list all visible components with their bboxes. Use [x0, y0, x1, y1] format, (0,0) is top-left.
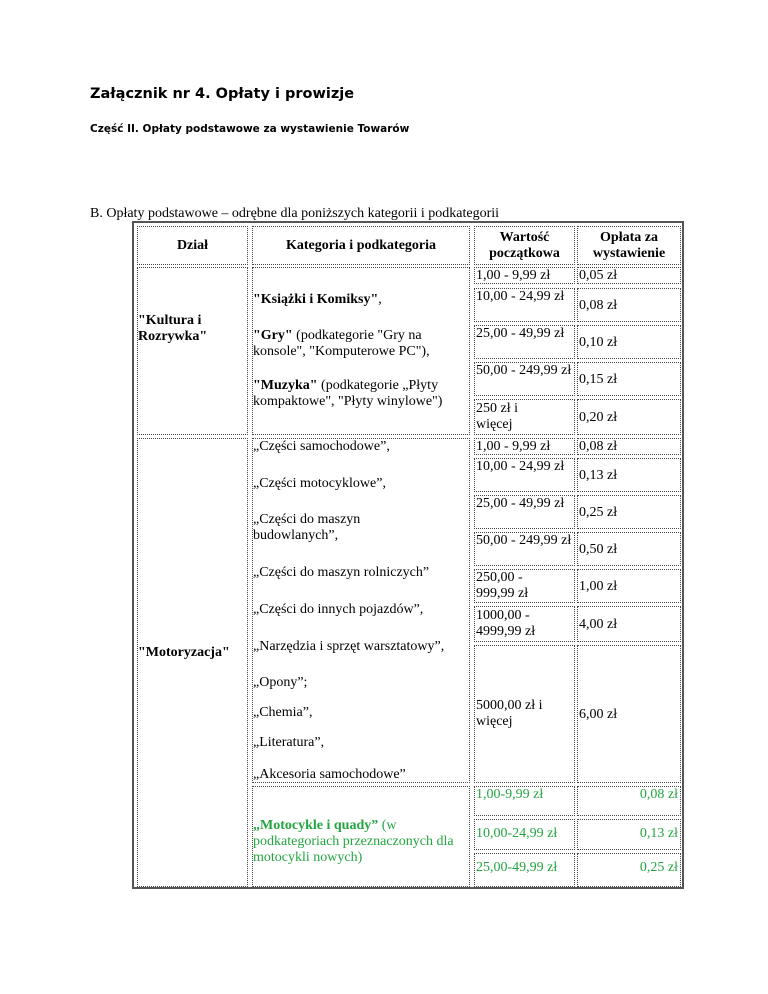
dzial-motoryzacja-cell: [137, 438, 248, 887]
kultura-fee-5: 0,20 zł: [577, 399, 681, 435]
moto-fee-7: 6,00 zł: [577, 645, 681, 783]
kultura-fee-3: 0,10 zł: [577, 325, 681, 359]
category-narzedzia: „Narzędzia i sprzęt warsztatowy”,: [253, 639, 445, 654]
kultura-value-3: 25,00 - 49,99 zł: [474, 325, 575, 359]
motocykle-value-3: 25,00-49,99 zł: [474, 853, 575, 887]
motocykle-fee-2: 0,13 zł: [577, 819, 681, 850]
category-ksiazki: "Książki i Komiksy",: [253, 292, 382, 307]
category-czesci-innych-pojazdow: „Części do innych pojazdów”,: [253, 602, 424, 617]
header-oplata: [577, 226, 681, 265]
dzial-kultura-cell: [137, 267, 248, 435]
kultura-value-5: 250 zł i więcej: [474, 399, 575, 435]
header-wartosc-label: Wartość początkowa: [489, 229, 560, 261]
moto-value-5: 250,00 - 999,99 zł: [474, 569, 575, 603]
moto-value-7: 5000,00 zł i więcej: [474, 645, 575, 783]
category-muzyka: "Muzyka" (podkategorie „Płyty kompaktowe", "Płyty winylowe"): [253, 378, 443, 409]
section-subtitle: Część II. Opłaty podstawowe za wystawienie Towarów: [90, 123, 410, 135]
motocykle-fee-1: 0,08 zł: [577, 786, 681, 816]
category-gry: "Gry" (podkategorie "Gry na konsole", "Komputerowe PC"),: [253, 328, 430, 359]
kultura-fee-4: 0,15 zł: [577, 362, 681, 396]
moto-value-3: 25,00 - 49,99 zł: [474, 495, 575, 529]
header-dzial: Dział: [137, 226, 248, 265]
category-literatura: „Literatura”,: [253, 735, 325, 750]
category-czesci-motocyklowe: „Części motocyklowe”,: [253, 476, 386, 491]
category-akcesoria: „Akcesoria samochodowe”: [253, 767, 406, 782]
moto-value-4: 50,00 - 249,99 zł: [474, 532, 575, 566]
header-kategoria: Kategoria i podkategoria: [252, 226, 470, 265]
dzial-kultura: "Kultura i Rozrywka": [138, 313, 208, 344]
document-title: Załącznik nr 4. Opłaty i prowizje: [90, 86, 355, 102]
category-czesci-maszyn-budowlanych: „Części do maszyn budowlanych”,: [253, 512, 361, 543]
motocykle-value-1: 1,00-9,99 zł: [474, 786, 575, 816]
category-czesci-maszyn-rolniczych: „Części do maszyn rolniczych”: [253, 565, 430, 580]
header-wartosc: [474, 226, 575, 265]
kategoria-motocykle-cell: [252, 786, 470, 887]
moto-fee-1: 0,08 zł: [577, 438, 681, 455]
kultura-fee-1: 0,05 zł: [577, 267, 681, 284]
motocykle-value-2: 10,00-24,99 zł: [474, 819, 575, 850]
category-motocykle: „Motocykle i quady” (w podkategoriach przeznaczonych dla motocykli nowych): [253, 818, 454, 865]
fees-table: [132, 221, 684, 889]
moto-value-6: 1000,00 - 4999,99 zł: [474, 606, 575, 642]
kategoria-kultura-cell: [252, 267, 470, 435]
dzial-motoryzacja: "Motoryzacja": [138, 645, 230, 660]
kultura-value-4: 50,00 - 249,99 zł: [474, 362, 575, 396]
category-czesci-samochodowe: „Części samochodowe”,: [253, 439, 390, 454]
moto-value-2: 10,00 - 24,99 zł: [474, 458, 575, 492]
moto-fee-5: 1,00 zł: [577, 569, 681, 603]
motocykle-fee-3: 0,25 zł: [577, 853, 681, 887]
moto-fee-6: 4,00 zł: [577, 606, 681, 642]
category-chemia: „Chemia”,: [253, 705, 313, 720]
kultura-value-2: 10,00 - 24,99 zł: [474, 288, 575, 322]
table-intro: B. Opłaty podstawowe – odrębne dla poniższych kategorii i podkategorii: [90, 206, 500, 221]
moto-value-1: 1,00 - 9,99 zł: [474, 438, 575, 455]
header-oplata-label: Opłata za wystawienie: [592, 229, 666, 261]
kategoria-motoryzacja-cell: [252, 438, 470, 783]
kultura-value-1: 1,00 - 9,99 zł: [474, 267, 575, 284]
moto-fee-4: 0,50 zł: [577, 532, 681, 566]
category-opony: „Opony”;: [253, 675, 308, 690]
moto-fee-3: 0,25 zł: [577, 495, 681, 529]
kultura-fee-2: 0,08 zł: [577, 288, 681, 322]
moto-fee-2: 0,13 zł: [577, 458, 681, 492]
